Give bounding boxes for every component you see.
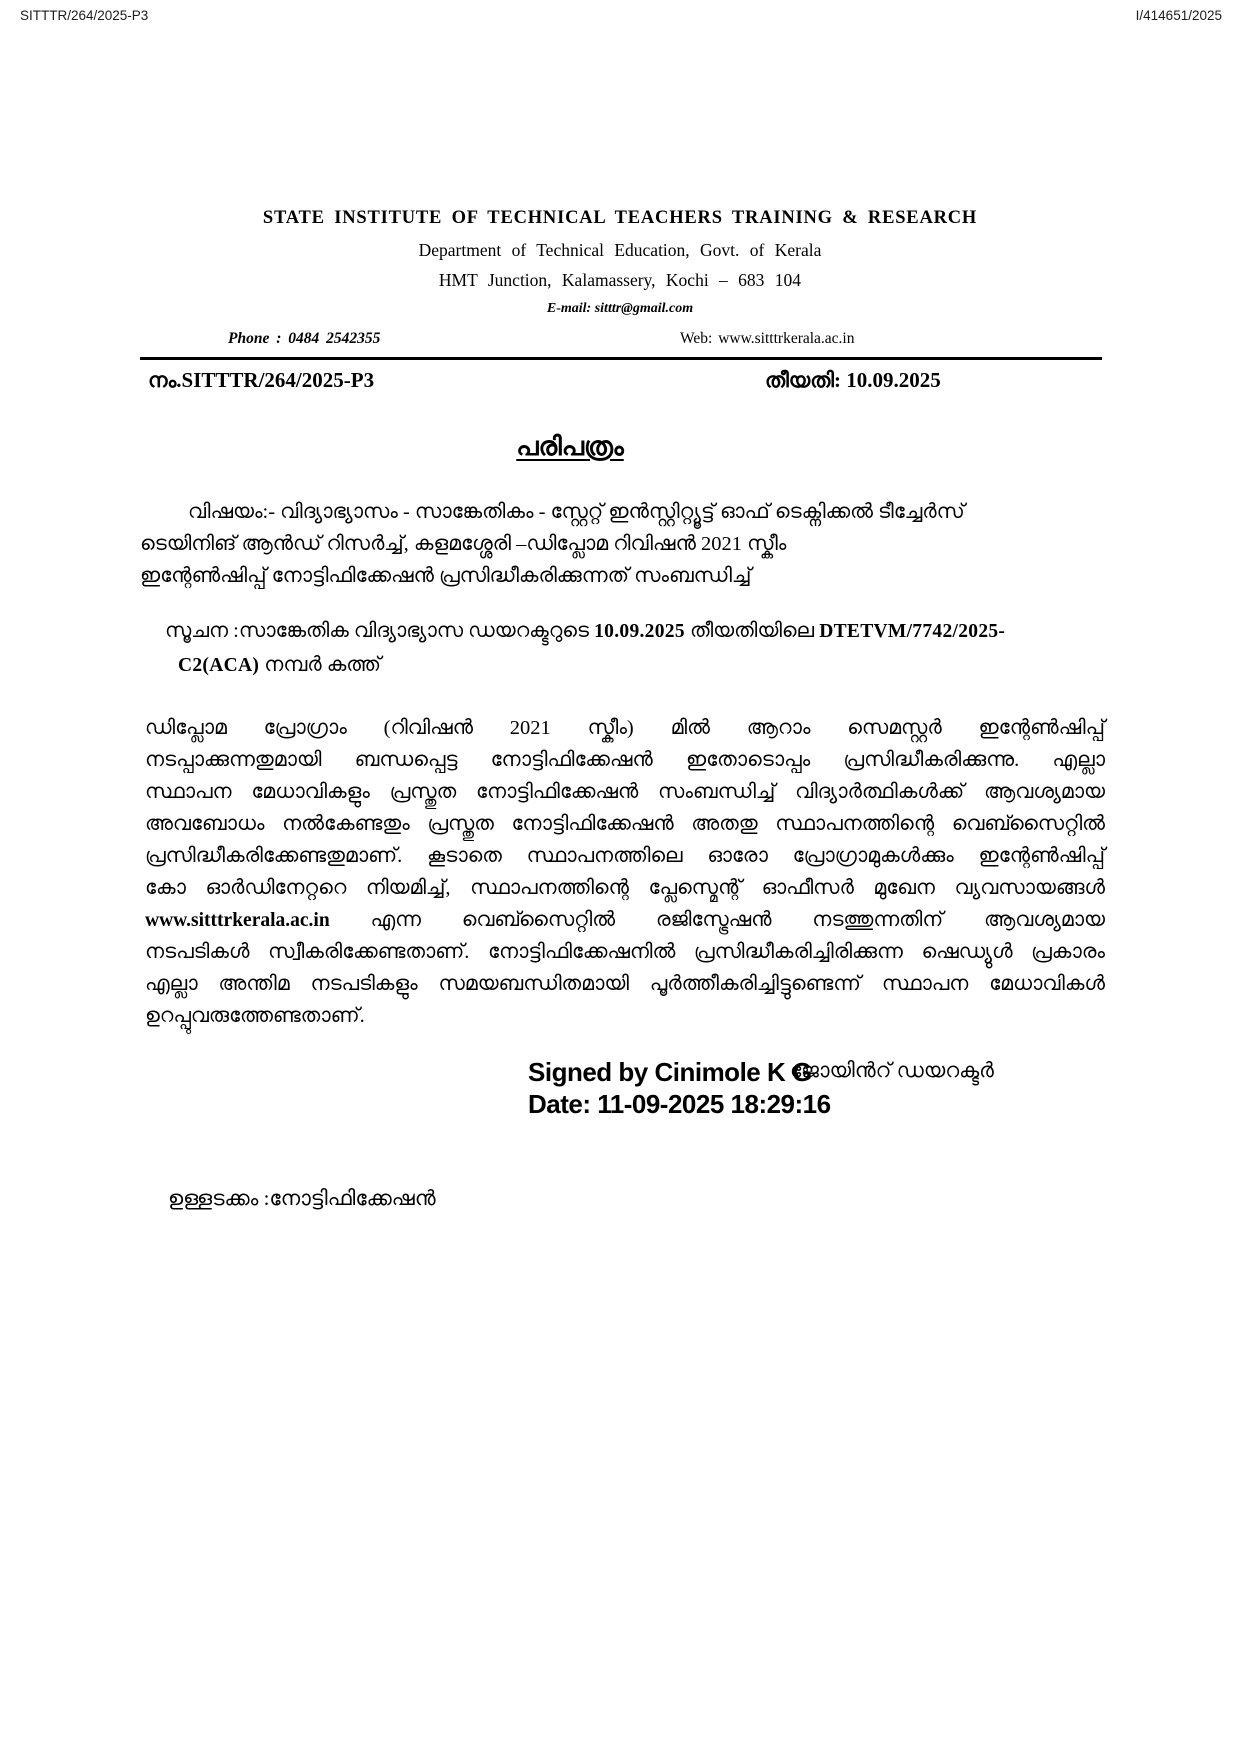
file-number: നം.SITTTR/264/2025-P3	[148, 368, 375, 392]
subject-line: വിഷയം:- വിദ്യാഭ്യാസം - സാങ്കേതികം - സ്റ്റേറ്റ് ഇൻസ്റ്റിറ്റ്യൂട്ട് ഓഫ് ടെക്നിക്കൽ ടീച്ചേർസ്	[188, 501, 965, 523]
reference-text: തീയതിയിലെ	[684, 620, 820, 642]
body-line: നടപ്പാക്കുന്നതുമായി ബന്ധപ്പെട്ട നോട്ടിഫിക്കേഷൻ ഇതോടൊപ്പം പ്രസിദ്ധീകരിക്കുന്നു. എല്ലാ	[145, 749, 1105, 771]
reference-line	[165, 648, 1100, 682]
reference-date: 10.09.2025	[594, 621, 685, 642]
digital-signature-name: Signed by Cinimole K G	[528, 1057, 812, 1087]
body-line: പ്രസിദ്ധീകരിക്കേണ്ടതുമാണ്. കൂടാതെ സ്ഥാപനത്തിലെ ഓരോ പ്രോഗ്രാമുകൾക്കും ഇന്റേൺഷിപ്പ്	[145, 845, 1105, 867]
body-line: അവബോധം നൽകേണ്ടതും പ്രസ്തുത നോട്ടിഫിക്കേഷൻ അതതു സ്ഥാപനത്തിന്റെ വെബ്സൈറ്റിൽ	[145, 813, 1105, 835]
header-divider	[140, 357, 1102, 360]
website-line: Web: www.sitttrkerala.ac.in	[680, 330, 855, 347]
circular-title: പരിപത്രം	[516, 432, 624, 461]
body-line: ഡിപ്ലോമ പ്രോഗ്രാം (റിവിഷൻ 2021 സ്കീം) മിൽ ആറാം സെമസ്റ്റർ ഇന്റേൺഷിപ്പ്	[145, 717, 1105, 739]
enclosure-line: ഉള്ളടക്കം :നോട്ടിഫിക്കേഷൻ	[168, 1186, 436, 1210]
phone-number: Phone : 0484 2542355	[228, 330, 381, 347]
reference-letter-number: DTETVM/7742/2025-	[819, 621, 1006, 642]
signature-block	[528, 1056, 1100, 1120]
website-url-text: www.sitttrkerala.ac.in	[145, 910, 330, 931]
body-line: നടപടികൾ സ്വീകരിക്കേണ്ടതാണ്. നോട്ടിഫിക്കേഷനിൽ പ്രസിദ്ധീകരിച്ചിരിക്കുന്ന ഷെഡ്യുൾ പ്രകാരം	[145, 941, 1105, 963]
organization-name: STATE INSTITUTE OF TECHNICAL TEACHERS TRAINING & RESEARCH	[262, 208, 978, 228]
file-reference-top-right: I/414651/2025	[1135, 8, 1222, 23]
reference-letter-number: C2(ACA)	[178, 655, 260, 676]
reference-block	[165, 614, 1100, 682]
body-paragraph	[145, 712, 1105, 1032]
file-reference-top-left: SITTTR/264/2025-P3	[20, 8, 149, 23]
subject-line: ടെയിനിങ് ആൻഡ് റിസർച്ച്, കളമശ്ശേരി –ഡിപ്ലോമ റിവിഷൻ 2021 സ്കീം	[140, 533, 787, 555]
reference-line	[165, 614, 1100, 648]
file-number-row	[148, 368, 1102, 398]
subject-line: ഇന്റേൺഷിപ്പ് നോട്ടിഫിക്കേഷൻ പ്രസിദ്ധീകരിക്കുന്നത് സംബന്ധിച്ച്	[140, 565, 752, 587]
reference-text: സൂചന :സാങ്കേതിക വിദ്യാഭ്യാസ ഡയറക്ടറുടെ	[165, 620, 595, 642]
digital-signature-date: Date: 11-09-2025 18:29:16	[528, 1089, 831, 1119]
subject-block	[140, 496, 1100, 592]
body-line: കോ ഓർഡിനേറ്ററെ നിയമിച്ച്, സ്ഥാപനത്തിന്റെ പ്ലേസ്മെന്റ് ഓഫീസർ മുഖേന വ്യവസായങ്ങൾ	[145, 877, 1105, 899]
email-line: E-mail: sitttr@gmail.com	[546, 301, 694, 316]
department-line: Department of Technical Education, Govt. of Kerala	[418, 240, 822, 260]
address-line: HMT Junction, Kalamassery, Kochi – 683 104	[438, 270, 802, 290]
letter-date: തീയതി: 10.09.2025	[765, 368, 941, 392]
body-line: സ്ഥാപന മേധാവികളും പ്രസ്തുത നോട്ടിഫിക്കേഷൻ സംബന്ധിച്ച് വിദ്യാർത്ഥികൾക്ക് ആവശ്യമായ	[145, 781, 1105, 803]
reference-text: നമ്പർ കത്ത്	[259, 654, 382, 676]
body-line-text: എന്ന വെബ്സൈറ്റിൽ രജിസ്ട്രേഷൻ നടത്തുന്നതിന് ആവശ്യമായ	[329, 909, 1105, 931]
body-line: ഉറപ്പുവരുത്തേണ്ടതാണ്.	[145, 1005, 365, 1027]
signatory-designation: ജോയിൻറ് ഡയറക്ടർ	[790, 1058, 994, 1082]
body-line	[145, 904, 1105, 936]
body-line: എല്ലാ അന്തിമ നടപടികളും സമയബന്ധിതമായി പൂർത്തീകരിച്ചിട്ടുണ്ടെന്ന് സ്ഥാപന മേധാവികൾ	[145, 973, 1105, 995]
